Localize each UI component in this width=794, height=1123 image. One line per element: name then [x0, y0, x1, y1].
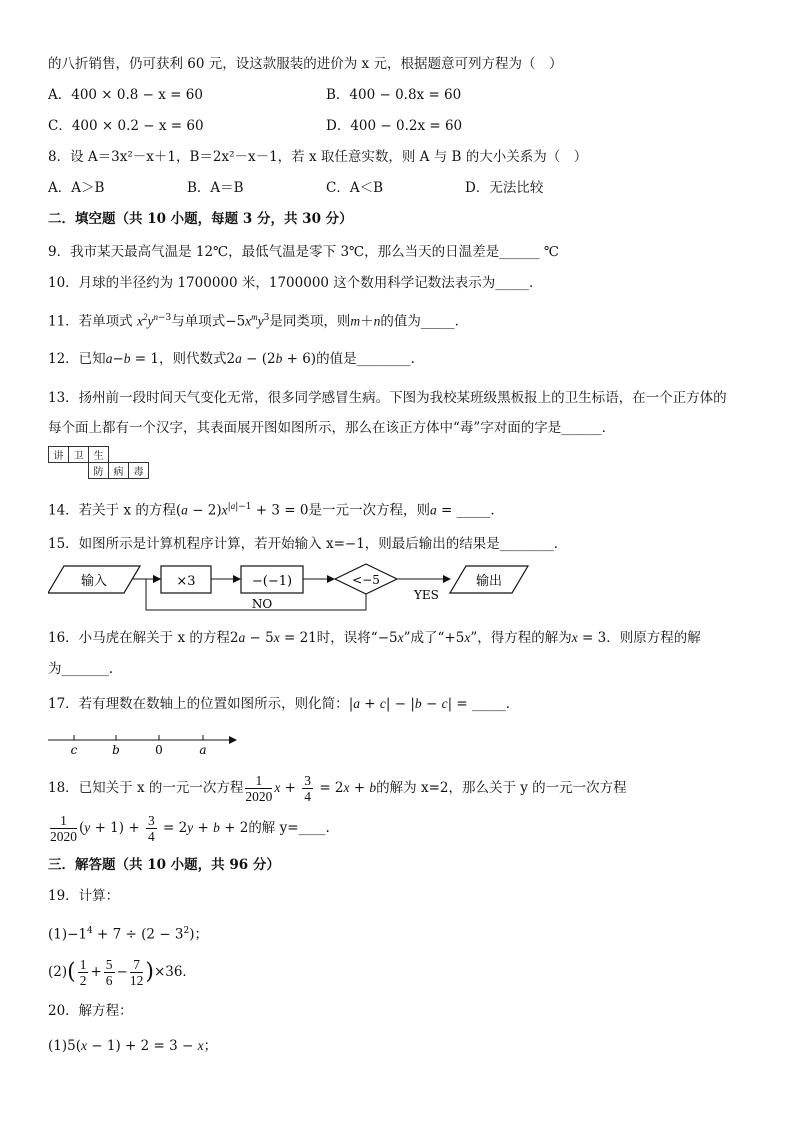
- q7-text: 的八折销售，仍可获利 60 元，设这款服装的进价为 x 元，根据题意可列方程为（ ）: [48, 56, 563, 72]
- label-a: a: [199, 743, 207, 756]
- net-cell: 卫: [69, 447, 89, 463]
- label-c: c: [70, 743, 78, 756]
- q20-part1: (1)5(x − 1) + 2 = 3 − x；: [48, 1038, 218, 1054]
- q15-text: 15．如图所示是计算机程序计算，若开始输入 x=−1，则最后输出的结果是________．: [48, 536, 568, 552]
- q18-line2: $\frac{1}{2020}$ (y + 1) + $\frac{3}{4}$ = 2y + b + 2的解 y=____.: [50, 813, 330, 844]
- q12-text: 12．已知a−b = 1，则代数式2a − (2b + 6)的值是________.: [48, 351, 415, 367]
- q19-part1: $(1)-1^4 + 7 \div (2 - 3^2)$；: [48, 926, 208, 943]
- condition-label: <−5: [352, 573, 380, 587]
- q8-option-b: B．A＝B: [187, 180, 244, 196]
- yes-label: YES: [414, 588, 439, 602]
- q7-option-c: C．400 × 0.2 − x = 60: [48, 118, 204, 134]
- net-cell: 讲: [49, 447, 69, 463]
- net-cell: 生: [89, 447, 109, 463]
- number-line: [48, 730, 248, 756]
- label-zero: 0: [155, 743, 163, 756]
- q16-line1: 16．小马虎在解关于 x 的方程2a − 5x = 21时，误将“−5x”成了“+5x”，得方程的解为x = 3．则原方程的解: [48, 630, 701, 646]
- q10-text: 10．月球的半径约为 1700000 米，1700000 这个数用科学记数法表示为_____．: [48, 275, 543, 291]
- output-label: 输出: [475, 574, 503, 589]
- q18-line1: 18．已知关于 x 的一元一次方程 $\frac{1}{2020}$ x + $\frac{3}{4}$ = 2x + b的解为 x=2，那么关于 y 的一元一次方程: [48, 773, 627, 804]
- multiply-label: ×3: [176, 574, 196, 589]
- section-3-heading: 三．解答题（共 10 小题，共 96 分）: [48, 857, 280, 873]
- net-cell: 防: [89, 463, 109, 479]
- no-label: NO: [251, 597, 273, 611]
- subtract-label: −(−1): [251, 574, 293, 589]
- label-b: b: [112, 743, 120, 756]
- q20-title: 20．解方程：: [48, 1003, 133, 1019]
- q8-option-a: A．A＞B: [48, 180, 105, 196]
- q14-text: 14．若关于 x 的方程$(a - 2)x^{|a|-1} + 3 = 0$是一元一次方程，则a = _____.: [48, 501, 495, 519]
- q9-text: 9．我市某天最高气温是 12℃，最低气温是零下 3℃，那么当天的日温差是______ ℃: [48, 244, 560, 260]
- q8-option-c: C．A＜B: [326, 180, 383, 196]
- q7-option-a: A．400 × 0.8 − x = 60: [48, 87, 203, 103]
- q17-text: 17．若有理数在数轴上的位置如图所示，则化简：|a + c| − |b − c| = _____．: [48, 696, 520, 712]
- input-label: 输入: [80, 574, 108, 589]
- net-cell: 病: [109, 463, 129, 479]
- q11-text: 11．若单项式 $x^2y^{n-3}$与单项式$-5x^my^3$是同类项，则m＋n的值为_____．: [48, 312, 469, 330]
- q19-title: 19．计算：: [48, 888, 120, 904]
- q8-text: 8．设 A＝3x²－x＋1，B＝2x²－x－1，若 x 取任意实数，则 A 与 B 的大小关系为（ ）: [48, 149, 588, 165]
- q8-option-d: D．无法比较: [465, 180, 544, 196]
- net-cell: 毒: [129, 463, 149, 479]
- cube-net: [48, 446, 149, 479]
- q7-option-b: B．400 − 0.8x = 60: [326, 87, 462, 103]
- q16-line2: 为_______.: [48, 661, 114, 677]
- flowchart: [48, 563, 588, 615]
- q13-line2: 每个面上都有一个汉字，其表面展开图如图所示，那么在该正方体中“毒”字对面的字是______．: [48, 420, 616, 436]
- q7-option-d: D．400 − 0.2x = 60: [326, 118, 463, 134]
- q13-line1: 13．扬州前一段时间天气变化无常，很多同学感冒生病。下图为我校某班级黑板报上的卫生标语，在一个正方体的: [48, 390, 727, 406]
- q19-part2: (2)( $\frac{1}{2}$ + $\frac{5}{6}$ − $\frac{7}{12}$ )×36．: [48, 957, 196, 988]
- section-2-heading: 二．填空题（共 10 小题，每题 3 分，共 30 分）: [48, 211, 353, 227]
